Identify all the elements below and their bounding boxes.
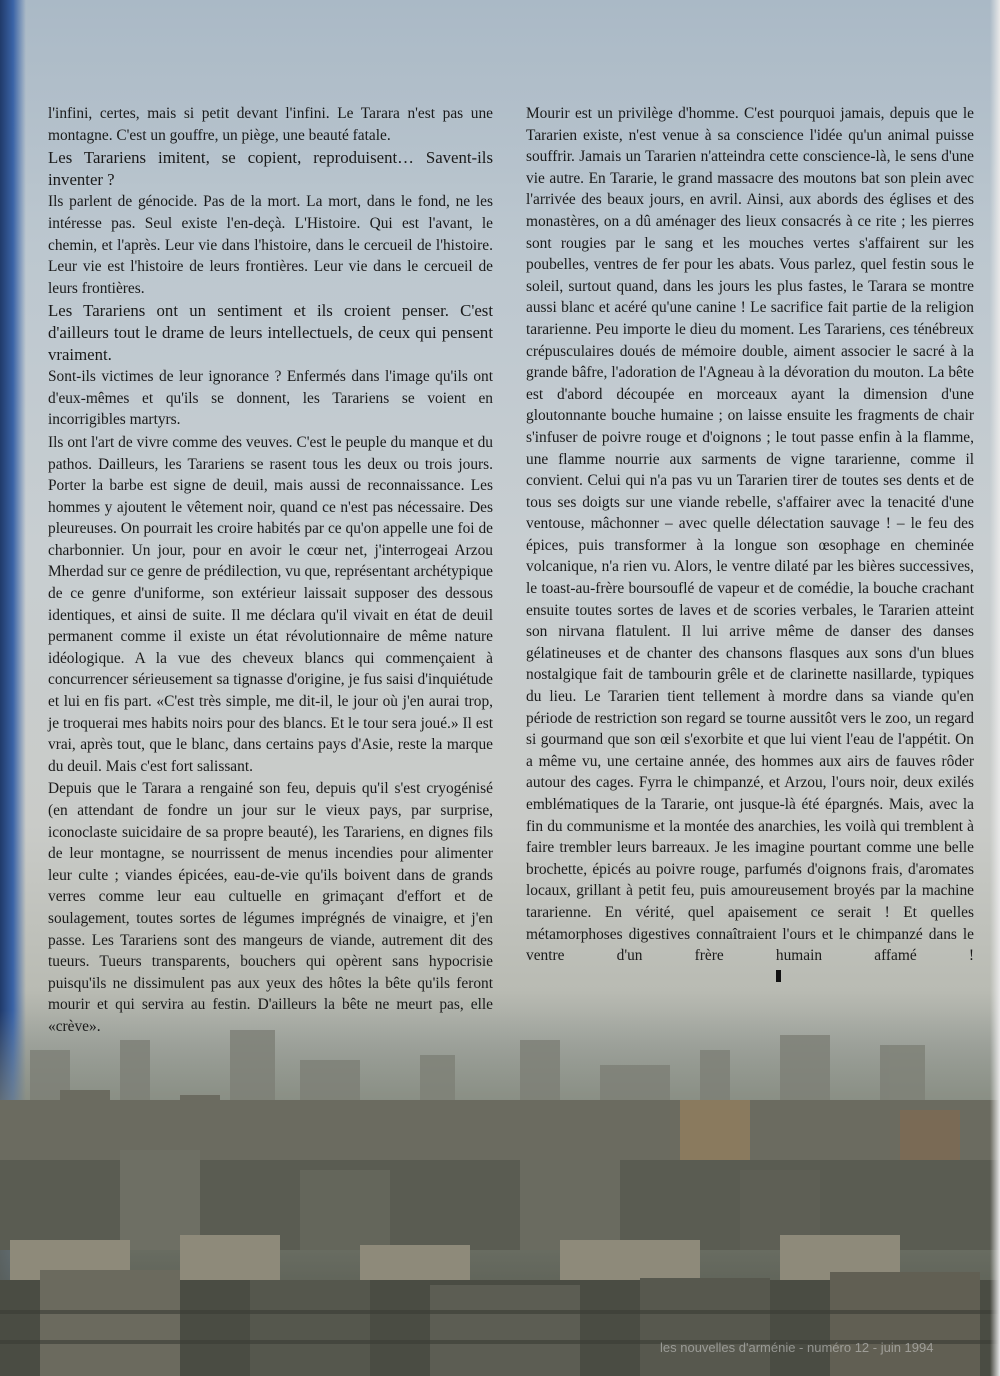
paragraph: Depuis que le Tarara a rengainé son feu, depuis qu'il s'est cryogénisé (en attendant de fondre un jour sur le vieux pays, par surprise, iconoclaste suicidaire de sa propre beauté), les Tarariens, en dignes fils de leur montagne, se nourrissent de menus incendies pour alimenter leur culte ; viandes épicées, eau-de-vie qu'ils boivent dans de grands verres comme leur eau cultuelle en grimaçant d'effort et de soulagement, toutes sortes de légumes imprégnés de vinaigre, et j'en passe. Les Tarariens sont des mangeurs de viande, autrement dit des tueurs. Tueurs transparents, bouchers qui opèrent sans hypocrisie puisqu'ils ne dissimulent pas aux yeux des hôtes la bête qu'ils feront mourir et qui servira au festin. D'ailleurs la bête ne meurt pas, elle «crève».	[48, 780, 493, 1035]
paragraph: Ils parlent de génocide. Pas de la mort. La mort, dans le fond, ne les intéresse pas. Seul existe l'en-deçà. L'Histoire. Qui est l'avant, le chemin, et l'après. Leur vie dans l'histoire, dans le cercueil de l'histoire. Leur vie est l'histoire de leurs frontières. Leur vie dans le cercueil de leurs frontières.	[48, 193, 493, 297]
paragraph-text: Mourir est un privilège d'homme. C'est pourquoi jamais, depuis que le Tararien existe, n'est venue à sa conscience l'idée qu'un animal puisse souffrir. Jamais un Tararien n'atteindra cette conscience-là, le sens d'une vie autre. En Tararie, le grand massacre des moutons bat son plein avec l'arrivée des beaux jours, en avril. Ainsi, aux abords des églises et des monastères, on a dû aménager des lieux consacrés à ce rite ; les pierres sont rougies par le sang et les mouches vertes s'affairent sur les poubelles, ventres de fer pour les abats. Vous parlez, quel festin sous le soleil, surtout quand, dans les jours les plus fastes, le Tarara se montre aussi blanc et acéré qu'une canine ! Le sacrifice fait partie de la religion tararienne. Peu importe le dieu du moment. Les Tarariens, ces ténébreux crépusculaires doués de mémoire double, aiment associer le sacré à la grande bâfre, l'adoration de l'Agneau à la dévoration du mouton. La bête est d'abord découpée en morceaux ayant la dimension d'une gloutonnante bouche humaine ; on laisse ensuite les fragments de chair s'infuser de poivre rouge et d'oignons ; le tout passe enfin à la flamme, une flamme nourrie aux sarments de vigne tararienne, comme il convient. Celui qui n'a pas vu un Tararien tirer de toutes ses dents et de tous ses doigts sur une viande rebelle, s'affairer avec la tenacité d'une ventouse, mâchonner – avec quelle délectation sauvage ! – le feu des épices, puis transformer à la longue son œsophage en cheminée volcanique, n'a rien vu. Alors, le ventre dilaté par les bières successives, le toast-au-frère boursouflé de vapeur et de comédie, la bouche crachant ensuite toutes sortes de laves et de scories verbales, le Tararien atteint son nirvana flatulent. Il lui arrive même de danser des danses gélatineuses et de chanter des chansons flasques aux sons d'un blues nostalgique fait de tambourin grêle et de clarinette nasillarde, typiques du lieu. Le Tararien tient tellement à mordre dans sa viande qu'en période de restriction son regard se tourne aussitôt vers le zoo, un regard si gourmand que son œil s'exorbite et que lui vient l'eau de l'appétit. On a même vu, une certaine année, des hommes aux airs de fauves rôder autour des cages. Fyrra le chimpanzé, et Arzou, l'ours noir, deux exilés emblématiques de la Tararie, ont jusque-là été épargnés. Mais, avec la fin du communisme et la montée des anarchies, les voilà qui tremblent à faire trembler leurs barreaux. Je les imagine pourtant comme une belle brochette, épicés au poivre rouge, parfumés d'oignons frais, d'aromates locaux, grillant à petit feu, puis amoureusement broyés par la machine tararienne. En vérité, quel apaisement ce serait ! Et quelles métamorphoses digestives connaîtraient l'ours et le chimpanzé dans le ventre d'un frère humain affamé !	[526, 105, 974, 965]
end-of-article-mark	[776, 970, 781, 982]
paragraph: Les Tarariens imitent, se copient, reproduisent… Savent-ils inventer ?	[48, 148, 493, 189]
paragraph: l'infini, certes, mais si petit devant l'infini. Le Tarara n'est pas une montagne. C'est un gouffre, un piège, une beauté fatale.	[48, 105, 493, 144]
paragraph: Ils ont l'art de vivre comme des veuves. C'est le peuple du manque et du pathos. Dailleurs, les Tarariens se rasent tous les deux ou trois jours. Porter la barbe est signe de deuil, mais aussi de reconnaissance. Les hommes y ajoutent le vêtement noir, quand ce n'est pas nécessaire. Des pleureuses. On pourrait les croire habités par ce qu'on appelle une foi de charbonnier. Un jour, pour en avoir le cœur net, j'interrogeai Arzou Mherdad sur ce genre de prédilection, vu que, représentant archétypique de ce genre d'uniforme, son extérieur laissait supposer des dessous identiques, et ainsi de suite. Il me déclara qu'il vivait en état de deuil permanent comme il existe un état révolutionnaire de même nature idéologique. A la vue des cheveux blancs qui commençaient à concurrencer sérieusement sa tignasse d'origine, je fus saisi d'inquiétude et lui en fis part. «C'est très simple, me dit-il, le jour où j'en aurai trop, je troquerai mes habits noirs pour des blancs. Et le tour sera joué.» Il est vrai, après tout, que le blanc, dans certains pays d'Asie, reste la marque du deuil. Mais c'est fort salissant.	[48, 433, 493, 775]
paragraph	[526, 103, 974, 988]
magazine-footer: les nouvelles d'arménie - numéro 12 - juin 1994	[660, 1340, 934, 1355]
article-left-column	[48, 103, 493, 1039]
paragraph: Sont-ils victimes de leur ignorance ? Enfermés dans l'image qu'ils ont d'eux-mêmes et qu'ils se donnent, les Tarariens se voient en incorrigibles martyrs.	[48, 368, 493, 429]
city-skyline-photo	[0, 1010, 1000, 1376]
article-right-column	[526, 103, 974, 989]
paragraph: Les Tarariens ont un sentiment et ils croient penser. C'est d'ailleurs tout le drame de leurs intellectuels, de ceux qui pensent vraiment.	[48, 301, 493, 364]
